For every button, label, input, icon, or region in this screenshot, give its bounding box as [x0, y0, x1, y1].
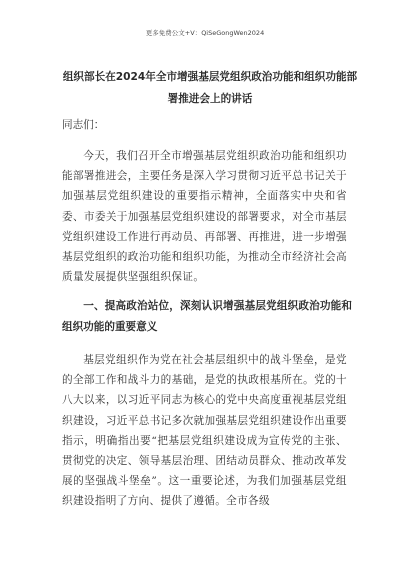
section-heading-1: 一、提高政治站位，深刻认识增强基层党组织政治功能和组织功能的重要意义 [62, 300, 352, 333]
paragraph-intro: 今天，我们召开全市增强基层党组织政治功能和组织功能部署推进会，主要任务是深入学习贯彻习近平总书记关于加强基层党组织建设的重要指示精神，全面落实中央和省委、市委关于加强基层党组织建设的部署要求，对全市基层党组织建设工作进行再动员、再部署、再推进，进一步增强基层党组织的政治功能和组织功能，为推动全市经济社会高质量发展提供坚强组织保证。 [62, 150, 347, 284]
greeting: 同志们： [62, 119, 105, 131]
paragraph-section-1: 基层党组织作为党在社会基层组织中的战斗堡垒，是党的全部工作和战斗力的基础，是党的执政根基所在。党的十八大以来，以习近平同志为核心的党中央高度重视基层党组织建设，习近平总书记多次就加强基层党组织建设作出重要指示，明确指出要“把基层党组织建设成为宣传党的主张、贯彻党的决定、领导基层治理、团结动员群众、推动改革发展的坚强战斗堡垒”。这一重要论述，为我们加强基层党组织建设指明了方向、提供了遵循。全市各级 [62, 354, 347, 508]
document-title: 组织部长在2024年全市增强基层党组织政治功能和组织功能部署推进会上的讲话 [62, 71, 358, 105]
header-note: 更多免费公文+V：QiSeGongWen2024 [145, 29, 265, 37]
